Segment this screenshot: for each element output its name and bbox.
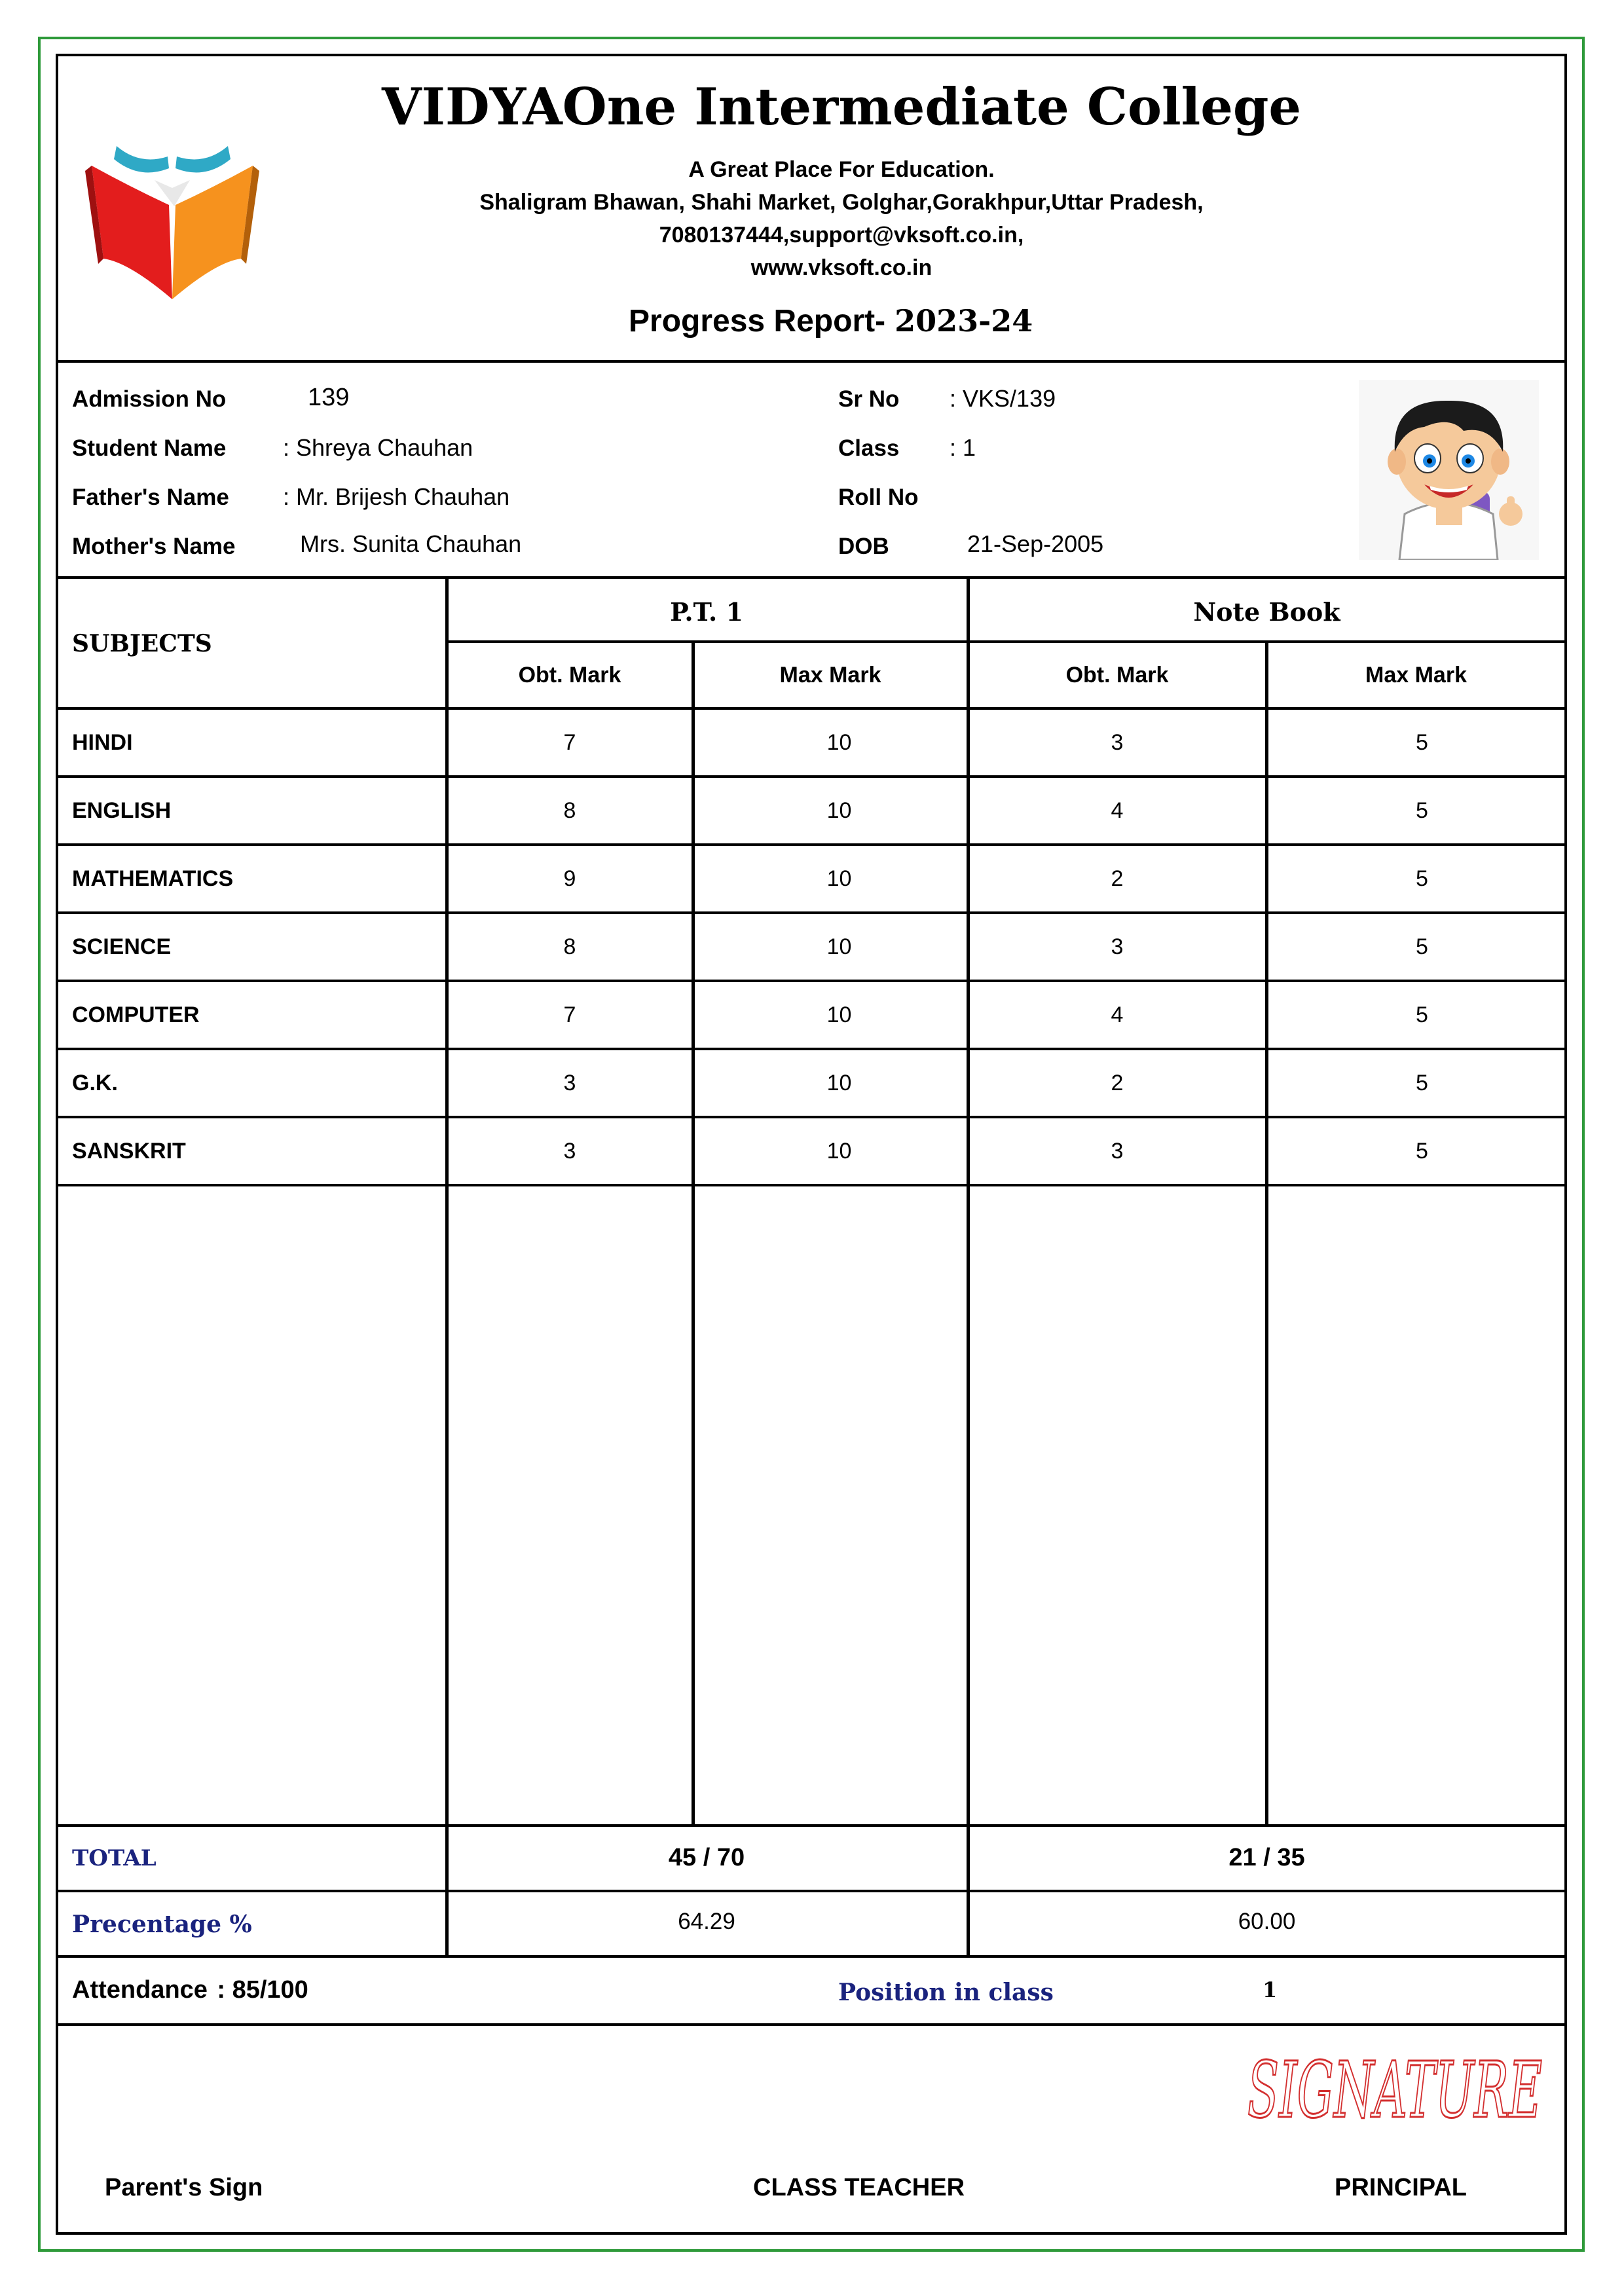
row-divider bbox=[56, 1184, 1567, 1186]
group-header-pt1: P.T. 1 bbox=[670, 597, 743, 627]
school-name: VIDYAOne Intermediate College bbox=[381, 77, 1302, 137]
pt1-max-mark: 10 bbox=[826, 1071, 852, 1095]
parent-sign-label: Parent's Sign bbox=[105, 2174, 263, 2201]
subject-name: HINDI bbox=[72, 730, 133, 755]
pt1-max-mark: 10 bbox=[826, 730, 852, 755]
principal-label: PRINCIPAL bbox=[1335, 2174, 1467, 2201]
student-cartoon-photo-icon bbox=[1359, 380, 1539, 560]
sr-no-value: : VKS/139 bbox=[950, 385, 1056, 412]
subjects-header: SUBJECTS bbox=[72, 630, 212, 657]
total-row-bottom bbox=[56, 1890, 1567, 1892]
notebook-max-mark: 5 bbox=[1416, 1071, 1428, 1095]
attendance-label: Attendance bbox=[72, 1976, 208, 2004]
signature-image bbox=[1241, 2040, 1549, 2144]
notebook-total: 21 / 35 bbox=[1228, 1844, 1305, 1871]
mother-name-value: Mrs. Sunita Chauhan bbox=[300, 530, 522, 557]
subject-name: ENGLISH bbox=[72, 798, 172, 823]
row-divider bbox=[56, 843, 1567, 846]
notebook-obt-mark: 4 bbox=[1111, 798, 1124, 823]
pt1-max-mark: 10 bbox=[826, 1139, 852, 1164]
svg-text:SIGNATURE: SIGNATURE bbox=[1247, 2045, 1542, 2135]
total-label: TOTAL bbox=[72, 1845, 157, 1871]
attendance-value: : 85/100 bbox=[217, 1976, 308, 2004]
row-divider bbox=[56, 980, 1567, 982]
pt1-percentage: 64.29 bbox=[678, 1909, 735, 1934]
pt1-obt-mark: 8 bbox=[563, 934, 576, 959]
pt1-obt-header: Obt. Mark bbox=[518, 663, 621, 688]
group-header-divider bbox=[447, 640, 1567, 643]
pt1-max-header: Max Mark bbox=[779, 663, 881, 688]
pt1-obt-mark: 7 bbox=[563, 1002, 576, 1027]
admission-no-value: 139 bbox=[308, 384, 350, 411]
student-name-value: : Shreya Chauhan bbox=[283, 434, 473, 461]
subject-name: COMPUTER bbox=[72, 1002, 200, 1027]
dob-label: DOB bbox=[838, 534, 889, 559]
father-name-value: : Mr. Brijesh Chauhan bbox=[283, 483, 510, 510]
school-address: Shaligram Bhawan, Shahi Market, Golghar,Gorakhpur,Uttar Pradesh, bbox=[479, 190, 1204, 215]
pt1-obt-mark: 3 bbox=[563, 1071, 576, 1095]
admission-no-label: Admission No bbox=[72, 386, 227, 412]
pt1-max-mark: 10 bbox=[826, 934, 852, 959]
pt1-obt-mark: 8 bbox=[563, 798, 576, 823]
notebook-obt-mark: 3 bbox=[1111, 1139, 1124, 1164]
notebook-max-mark: 5 bbox=[1416, 1002, 1428, 1027]
class-teacher-label: CLASS TEACHER bbox=[753, 2174, 965, 2201]
subject-name: G.K. bbox=[72, 1071, 118, 1095]
pt1-obt-mark: 7 bbox=[563, 730, 576, 755]
subjects-col-divider bbox=[445, 576, 449, 1955]
info-divider bbox=[56, 576, 1567, 579]
subject-name: MATHEMATICS bbox=[72, 866, 234, 891]
row-divider bbox=[56, 775, 1567, 778]
notebook-max-mark: 5 bbox=[1416, 798, 1428, 823]
student-name-label: Student Name bbox=[72, 435, 227, 461]
notebook-obt-mark: 2 bbox=[1111, 1071, 1124, 1095]
mother-name-label: Mother's Name bbox=[72, 534, 236, 559]
school-tagline: A Great Place For Education. bbox=[688, 157, 995, 182]
notebook-max-mark: 5 bbox=[1416, 1139, 1428, 1164]
table-header-bottom bbox=[56, 707, 1567, 710]
roll-no-label: Roll No bbox=[838, 485, 919, 510]
pt1-total: 45 / 70 bbox=[668, 1844, 745, 1871]
pt1-obt-mark: 9 bbox=[563, 866, 576, 891]
sr-no-label: Sr No bbox=[838, 386, 900, 412]
subject-name: SCIENCE bbox=[72, 934, 172, 959]
notebook-max-mark: 5 bbox=[1416, 866, 1428, 891]
school-contact: 7080137444,support@vksoft.co.in, bbox=[659, 223, 1024, 248]
percentage-label: Precentage % bbox=[72, 1911, 252, 1938]
row-divider bbox=[56, 1048, 1567, 1050]
school-website: www.vksoft.co.in bbox=[750, 255, 932, 280]
notebook-obt-mark: 3 bbox=[1111, 730, 1124, 755]
notebook-max-header: Max Mark bbox=[1365, 663, 1467, 688]
notebook-obt-mark: 3 bbox=[1111, 934, 1124, 959]
dob-value: 21-Sep-2005 bbox=[967, 530, 1104, 557]
subject-name: SANSKRIT bbox=[72, 1139, 186, 1164]
class-label: Class bbox=[838, 435, 900, 461]
summary-row-bottom bbox=[56, 2023, 1567, 2026]
group-col-divider bbox=[967, 576, 970, 1955]
pt1-max-mark: 10 bbox=[826, 866, 852, 891]
pt1-max-mark: 10 bbox=[826, 798, 852, 823]
notebook-percentage: 60.00 bbox=[1238, 1909, 1296, 1934]
class-value: : 1 bbox=[950, 434, 976, 461]
row-divider bbox=[56, 1116, 1567, 1118]
notebook-max-mark: 5 bbox=[1416, 730, 1428, 755]
attendance bbox=[72, 1976, 308, 2004]
pt1-obt-mark: 3 bbox=[563, 1139, 576, 1164]
position-value: 1 bbox=[1263, 1977, 1278, 2002]
notebook-obt-header: Obt. Mark bbox=[1065, 663, 1169, 688]
report-title bbox=[629, 303, 1033, 339]
row-divider bbox=[56, 911, 1567, 914]
percentage-row-bottom bbox=[56, 1955, 1567, 1958]
position-label: Position in class bbox=[838, 1979, 1054, 2006]
report-title-label: Progress Report- bbox=[629, 304, 886, 339]
pt1-max-mark: 10 bbox=[826, 1002, 852, 1027]
notebook-max-mark: 5 bbox=[1416, 934, 1428, 959]
table-body-bottom bbox=[56, 1824, 1567, 1827]
notebook-obt-mark: 4 bbox=[1111, 1002, 1124, 1027]
father-name-label: Father's Name bbox=[72, 485, 229, 510]
group-header-notebook: Note Book bbox=[1193, 597, 1340, 627]
report-session: 2023-24 bbox=[895, 303, 1033, 339]
notebook-obt-mark: 2 bbox=[1111, 866, 1124, 891]
header-divider bbox=[56, 360, 1567, 363]
